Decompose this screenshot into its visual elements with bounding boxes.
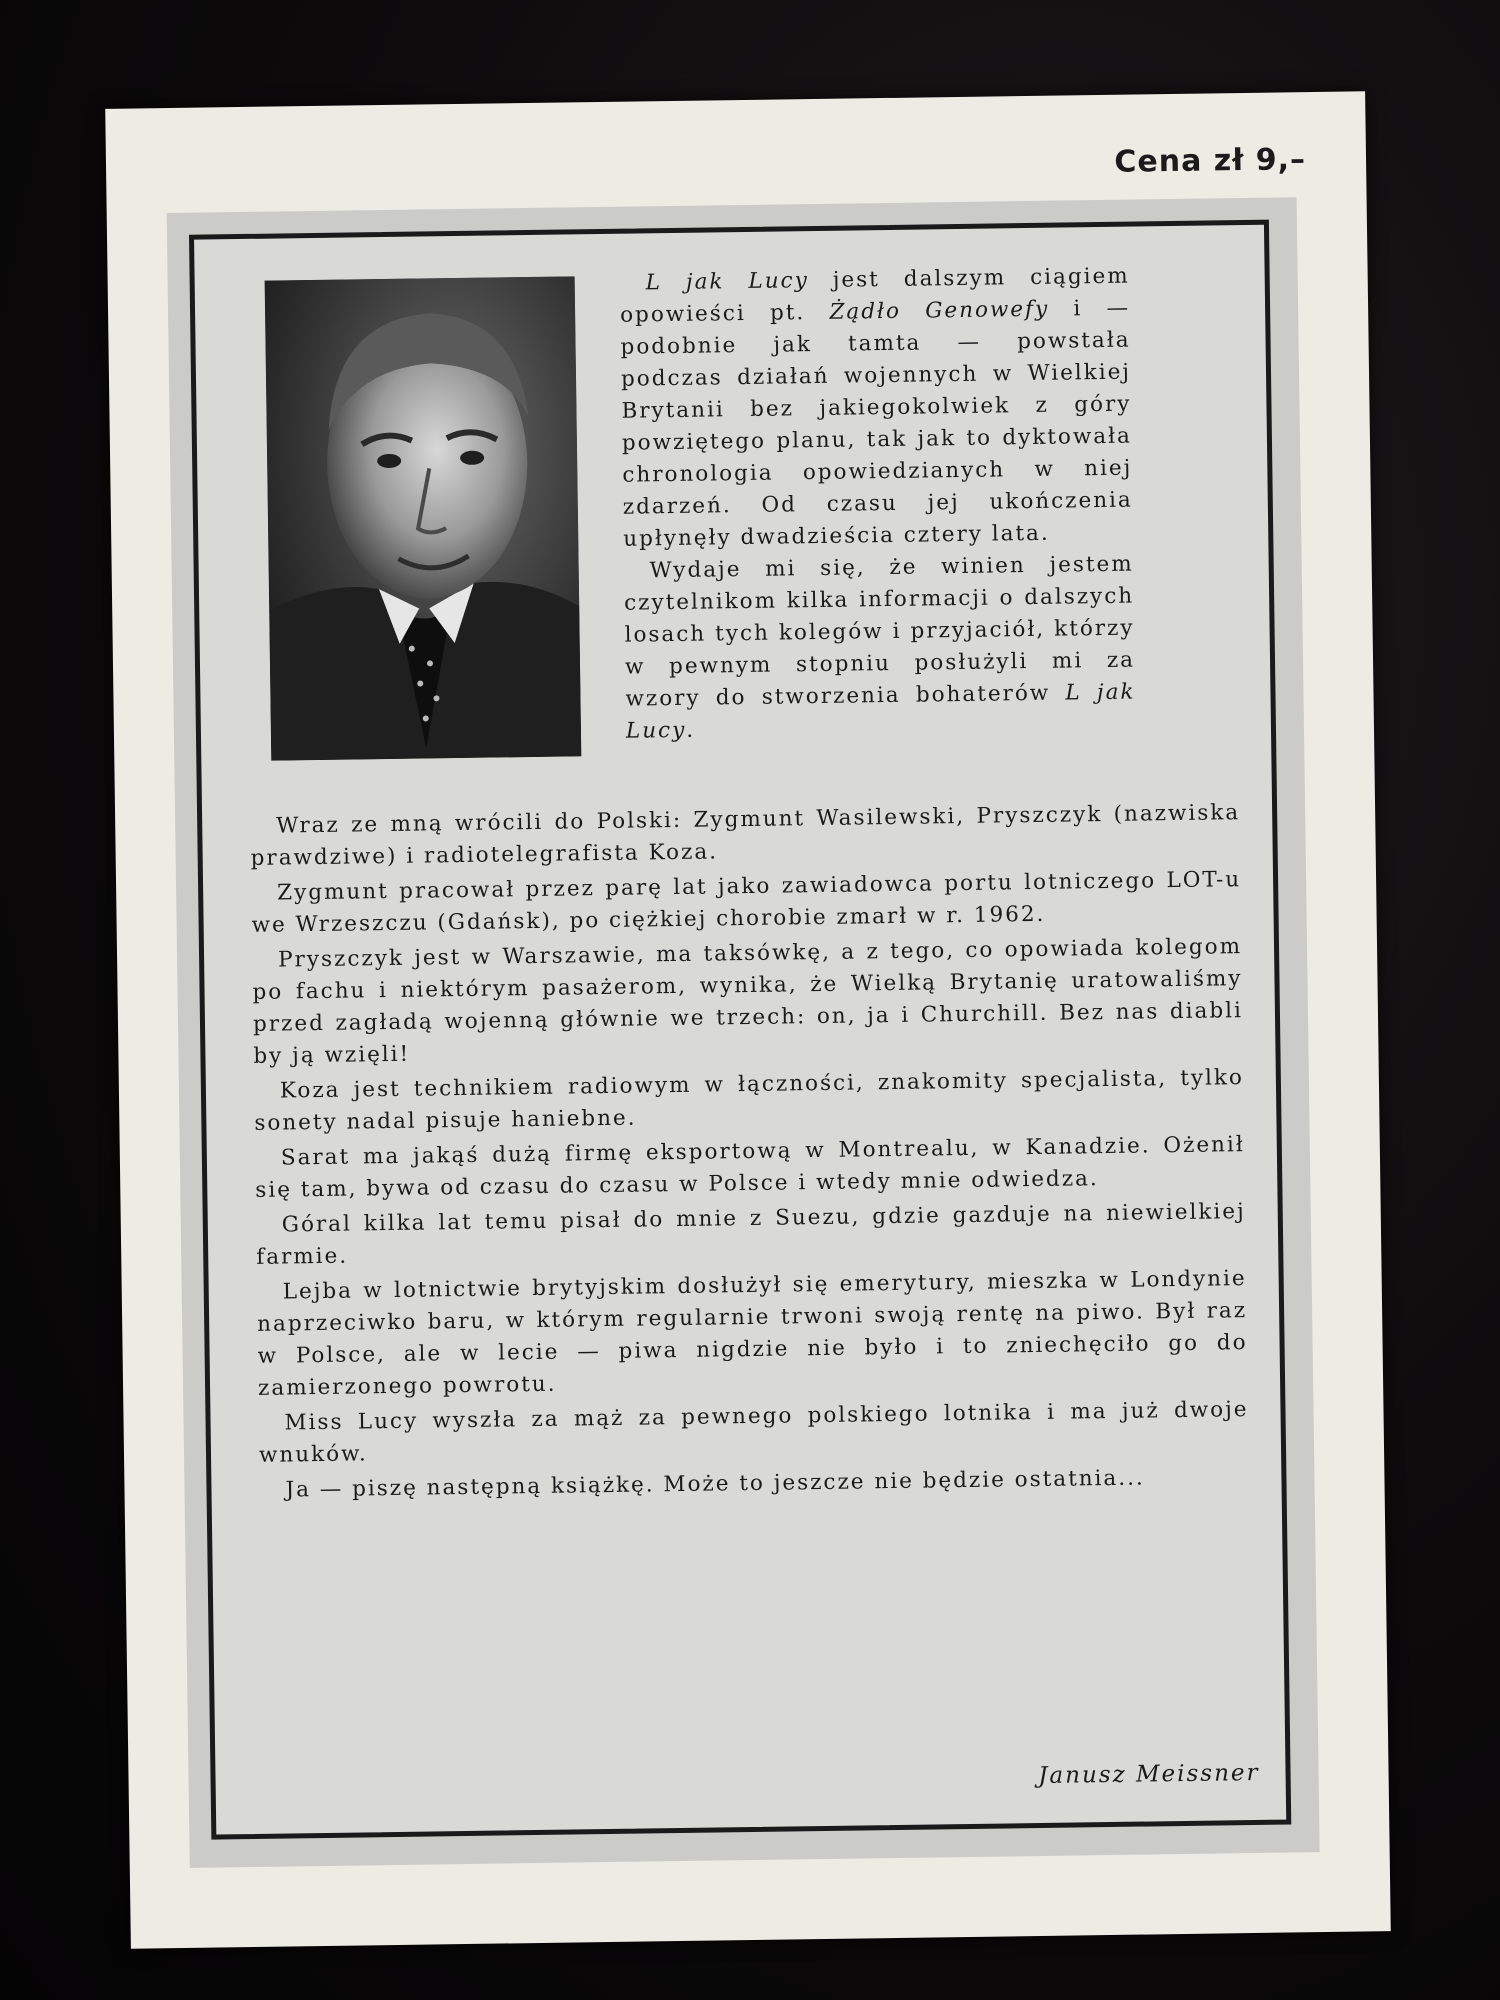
paragraph-sarat: Sarat ma jakąś dużą firmę eksportową w Montrealu, w Kanadzie. Ożenił się tam, bywa od czasu do czasu w Polsce i wtedy mnie odwiedza.: [255, 1132, 1245, 1203]
text-frame: [189, 220, 1291, 1840]
paragraph-goral: Góral kilka lat temu pisał do mnie z Suezu, gdzie gazduje na niewielkiej farmie.: [256, 1199, 1246, 1270]
paragraph-koza: Koza jest technikiem radiowym w łączności, znakomity specjalista, tylko sonety nadal pisuje haniebne.: [254, 1065, 1245, 1136]
grey-panel: [167, 197, 1320, 1868]
paragraph-pryszczyk: Pryszczyk jest w Warszawie, ma taksówkę, a z tego, co opowiada kolegom po fachu i niektórym pasażerom, wynika, że Wielką Brytanię uratowaliśmy przed zagładą wojenną głównie we trzech: on, ja i Churchill. Bez nas diabli by ją wzięli!: [252, 934, 1244, 1069]
author-photo-icon: [265, 276, 582, 760]
intro-paragraph-2: Wydaje mi się, że winien jestem czytelnikom kilka informacji o dalszych losach tych kolegów i przyjaciół, którzy w pewnym stopniu posłużyli mi za wzory do stworzenia bohaterów L jak Lucy.: [623, 551, 1136, 744]
paragraph-return: Wraz ze mną wrócili do Polski: Zygmunt Wasilewski, Pryszczyk (nazwiska prawdziwe) i radiotelegrafista Koza.: [250, 800, 1241, 871]
book-back-cover: [105, 91, 1391, 1948]
book-title-2: L jak Lucy: [625, 679, 1136, 744]
author-signature: Janusz Meissner: [1038, 1759, 1260, 1790]
author-portrait: [265, 276, 582, 760]
intro-paragraph-1: L jak Lucy jest dalszym ciągiem opowieści pt. Żądło Genowefy i — podobnie jak tamta — powstała podczas działań wojennych w Wielkiej Brytanii bez jakiegokolwiek z góry powziętego planu, tak jak to dyktowała chronologia opowiedzianych w niej zdarzeń. Od czasu jej ukończenia upłynęły dwadzieścia cztery lata.: [619, 263, 1133, 552]
body-text: [250, 797, 1250, 1510]
paragraph-zygmunt: Zygmunt pracował przez parę lat jako zawiadowca portu lotniczego LOT-u we Wrzeszczu (Gdańsk), po ciężkiej chorobie zmarł w r. 1962.: [251, 867, 1242, 938]
paragraph-author: Ja — piszę następną książkę. Może to jeszcze nie będzie ostatnia...: [285, 1465, 1145, 1503]
intro-text-column: [619, 261, 1136, 748]
price-label: Cena zł 9,–: [1114, 142, 1307, 180]
paragraph-lucy: Miss Lucy wyszła za mąż za pewnego polskiego lotnika i ma już dwoje wnuków.: [258, 1397, 1249, 1468]
book-title: L jak Lucy: [645, 268, 809, 296]
paragraph-lejba: Lejba w lotnictwie brytyjskim dosłużył się emerytury, mieszka w Londynie naprzeciwko baru, w którym regularnie trwoni swoją rentę na piwo. Był raz w Polsce, ale w lecie — piwa nigdzie nie było i to zniechęciło go do zamierzonego powrotu.: [257, 1266, 1248, 1401]
source-title: Żądło Genowefy: [829, 296, 1050, 325]
